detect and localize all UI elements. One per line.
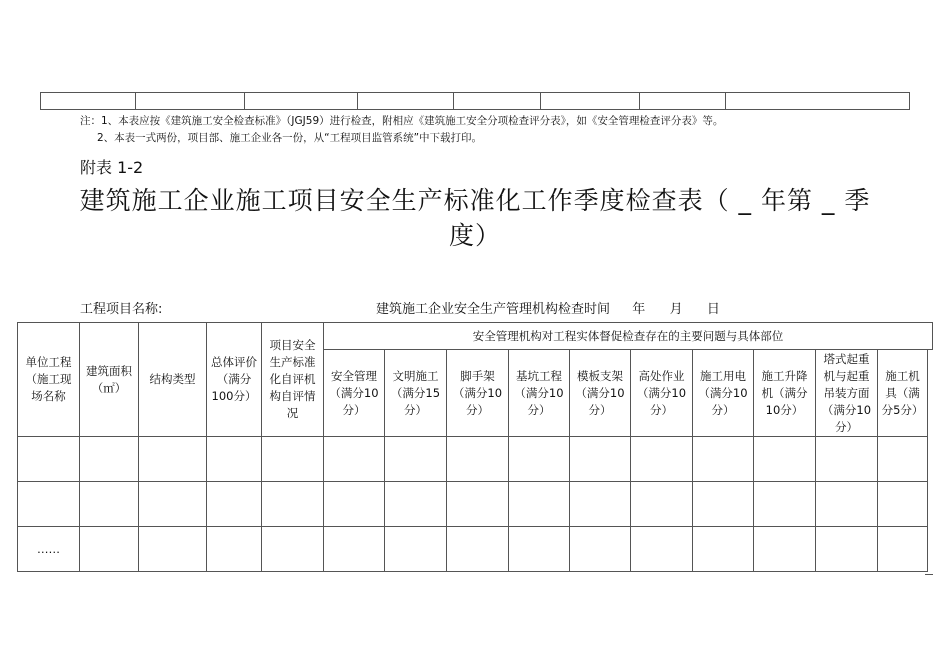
- header-self-evaluation: 项目安全生产标准化自评机构自评情况: [262, 323, 324, 437]
- header-foundation-pit: 基坑工程（满分10分）: [509, 350, 570, 437]
- table-row: [18, 437, 933, 482]
- day-label: 日: [706, 302, 720, 317]
- table-row: [18, 527, 933, 572]
- table-row: [18, 482, 933, 527]
- header-structure-type: 结构类型: [139, 323, 207, 437]
- table-edge-line: [925, 574, 933, 575]
- header-civilized-construction: 文明施工（满分15分）: [385, 350, 447, 437]
- header-safety-management: 安全管理（满分10分）: [324, 350, 385, 437]
- header-group-main-issues: 安全管理机构对工程实体督促检查存在的主要问题与具体部位: [324, 323, 933, 350]
- year-label: 年: [632, 302, 646, 317]
- table-header-row: [18, 323, 933, 350]
- header-unit-project: 单位工程（施工现场名称: [18, 323, 80, 437]
- header-construction-hoist: 施工升降机（满分10分）: [754, 350, 816, 437]
- header-construction-electricity: 施工用电（满分10分）: [693, 350, 754, 437]
- project-name-label: 工程项目名称:: [80, 302, 163, 317]
- note-line-1: 注：1、本表应按《建筑施工安全检查标准》（JGJ59）进行检查，附相应《建筑施工安全分项检查评分表》，如《安全管理检查评分表》等。: [80, 115, 724, 127]
- header-work-at-height: 高处作业（满分10分）: [631, 350, 693, 437]
- header-building-area: 建筑面积（㎡）: [80, 323, 139, 437]
- ellipsis-cell[interactable]: ……: [18, 527, 80, 572]
- header-overall-evaluation: 总体评价（满分100分）: [207, 323, 262, 437]
- header-tower-crane: 塔式起重机与起重吊装方面（满分10分）: [816, 350, 878, 437]
- header-scaffolding: 脚手架（满分10分）: [447, 350, 509, 437]
- check-time-line: [376, 298, 720, 317]
- appendix-label: 附表 1-2: [80, 158, 144, 177]
- header-construction-machinery: 施工机具（满分5分）: [878, 350, 928, 437]
- document-title: 建筑施工企业施工项目安全生产标准化工作季度检查表（ _ 年第 _ 季度）: [79, 186, 871, 250]
- note-line-2: 2、本表一式两份，项目部、施工企业各一份，从“工程项目监管系统”中下载打印。: [97, 132, 483, 144]
- month-label: 月: [669, 302, 683, 317]
- previous-table-bottom-row: [40, 92, 910, 110]
- header-formwork-support: 模板支架（满分10分）: [570, 350, 631, 437]
- inspection-table: [17, 322, 933, 572]
- check-time-label: 建筑施工企业安全生产管理机构检查时间: [376, 302, 611, 317]
